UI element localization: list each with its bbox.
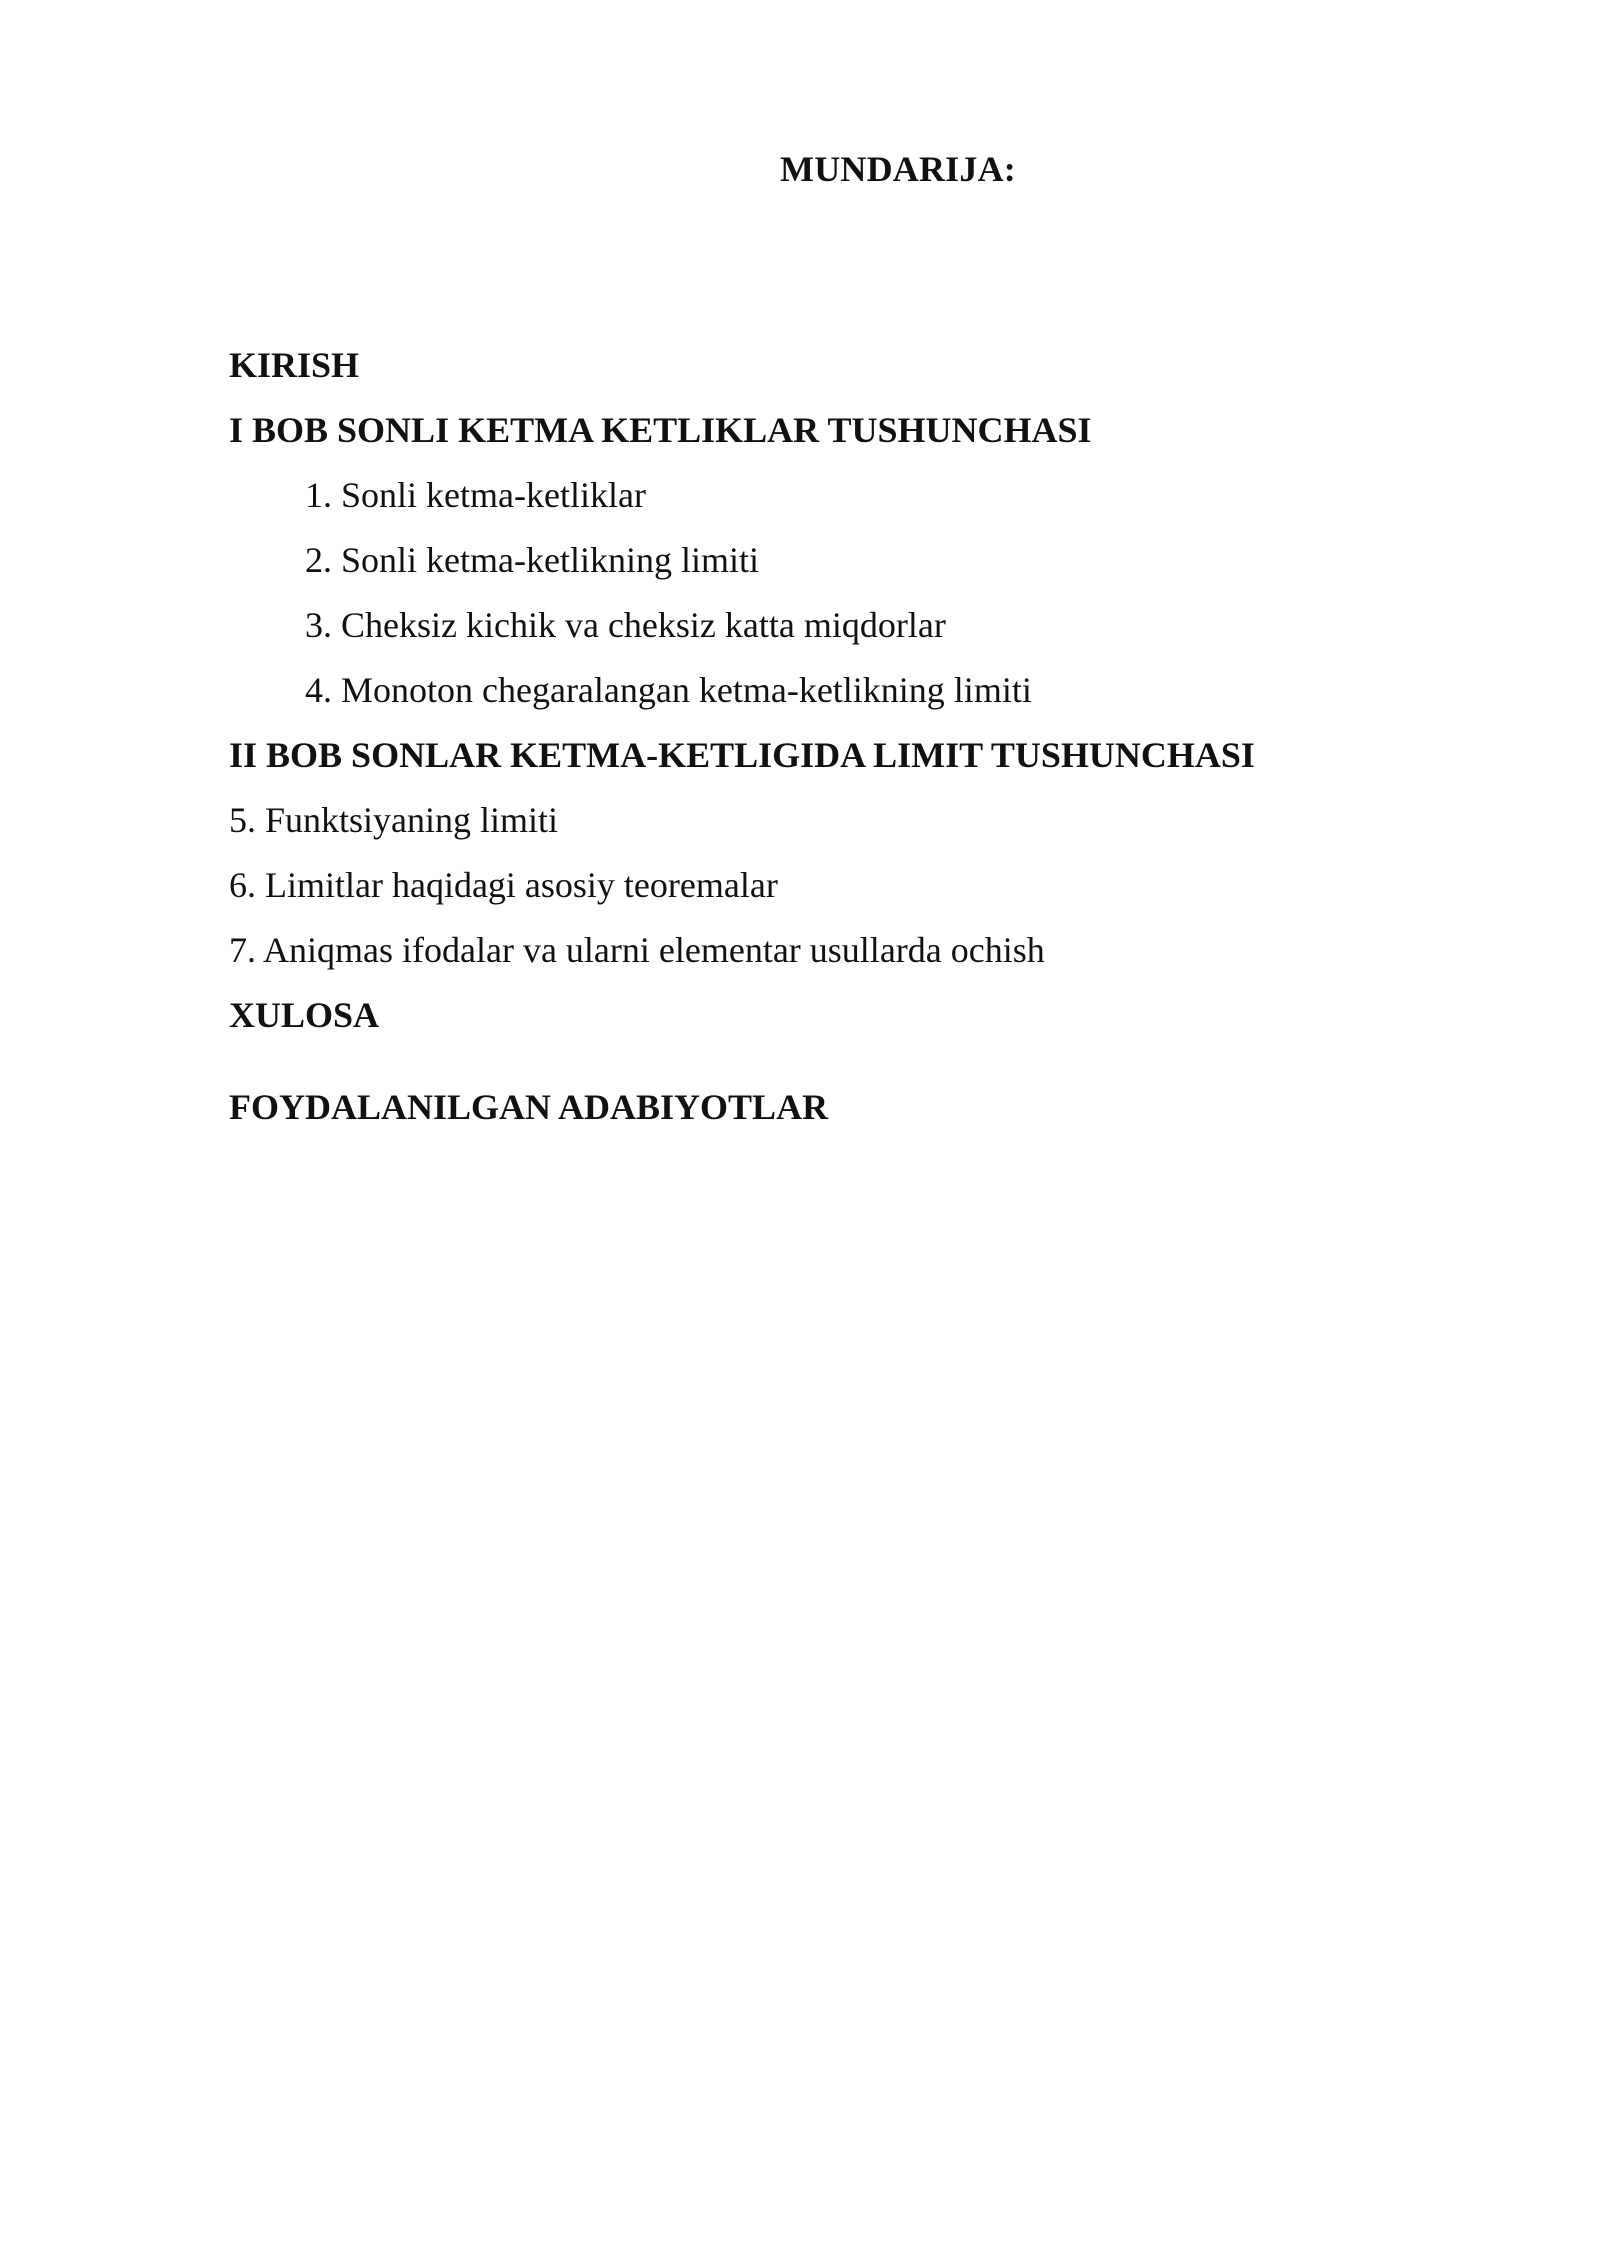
toc-entry-references: FOYDALANILGAN ADABIYOTLAR — [229, 1087, 829, 1127]
toc-entry-section-3: 3. Cheksiz kichik va cheksiz katta miqdorlar — [305, 605, 946, 645]
toc-entry-xulosa: XULOSA — [229, 995, 380, 1035]
page-title: MUNDARIJA: — [780, 149, 1016, 189]
toc-entry-kirish: KIRISH — [229, 345, 360, 385]
toc-entry-chapter-2: II BOB SONLAR KETMA-KETLIGIDA LIMIT TUSHUNCHASI — [229, 735, 1255, 775]
toc-entry-section-1: 1. Sonli ketma-ketliklar — [305, 475, 646, 515]
toc-entry-chapter-1: I BOB SONLI KETMA KETLIKLAR TUSHUNCHASI — [229, 410, 1092, 450]
toc-entry-section-7: 7. Aniqmas ifodalar va ularni elementar usullarda ochish — [229, 930, 1045, 970]
toc-entry-section-2: 2. Sonli ketma-ketlikning limiti — [305, 540, 759, 580]
toc-entry-section-4: 4. Monoton chegaralangan ketma-ketlikning limiti — [305, 670, 1032, 710]
toc-entry-section-5: 5. Funktsiyaning limiti — [229, 800, 559, 840]
toc-entry-section-6: 6. Limitlar haqidagi asosiy teoremalar — [229, 865, 778, 905]
